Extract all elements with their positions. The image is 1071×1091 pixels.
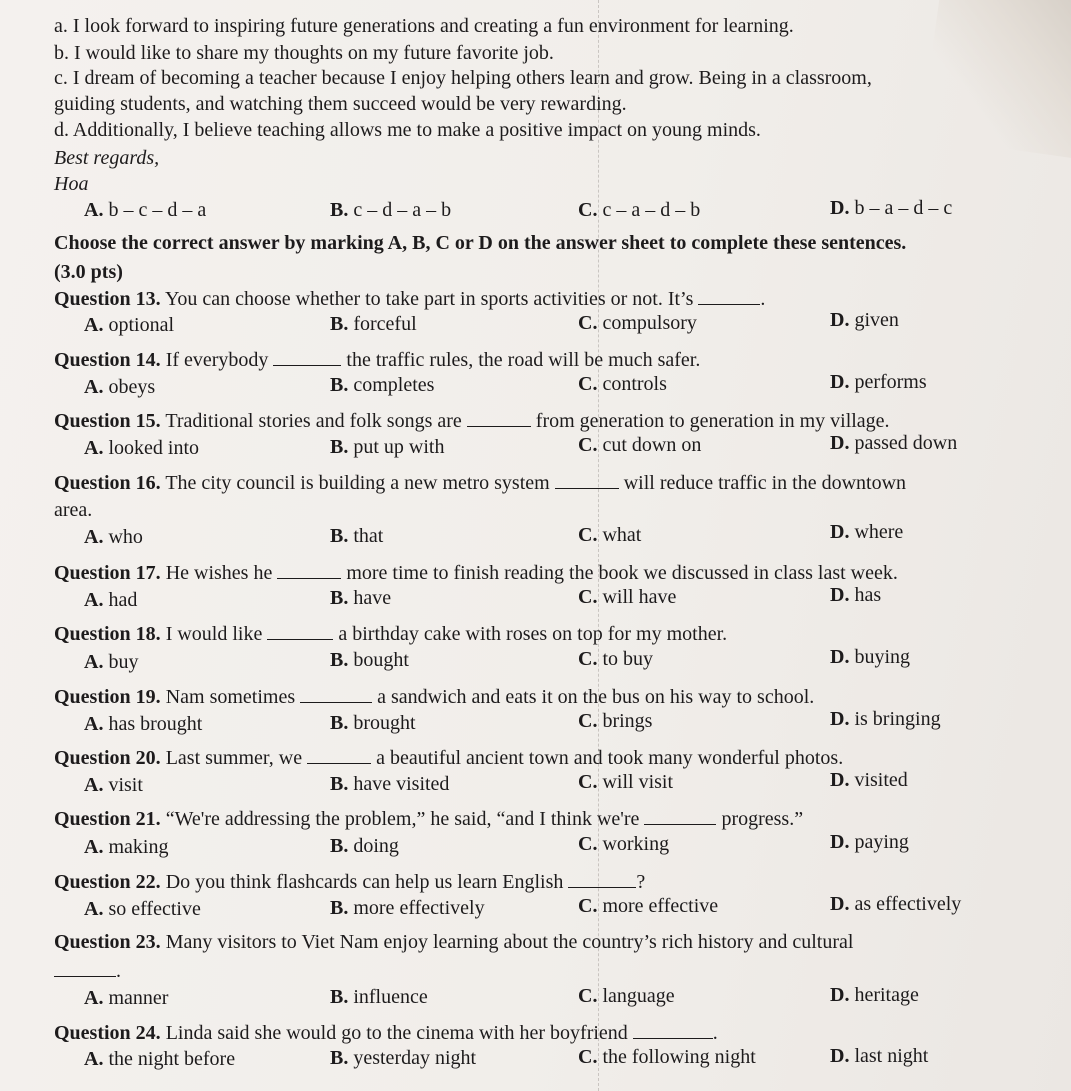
option-letter: B. — [330, 313, 349, 335]
q21-option-a[interactable] — [84, 835, 168, 859]
option-text: visited — [854, 769, 908, 791]
option-letter: C. — [578, 586, 598, 608]
option-text: language — [602, 985, 675, 1007]
q16-option-c[interactable] — [578, 523, 641, 547]
answer-blank[interactable] — [555, 470, 619, 489]
stem-before: “We're addressing the problem,” he said, “and I think we're — [165, 808, 640, 830]
answer-blank[interactable] — [307, 745, 371, 764]
answer-blank[interactable] — [273, 347, 341, 366]
option-letter: C. — [578, 833, 598, 855]
stem-before: Last summer, we — [165, 747, 303, 769]
option-text: c – a – d – b — [602, 199, 701, 221]
option-text: bought — [353, 649, 409, 671]
option-text: who — [108, 526, 143, 548]
question-number: Question 22. — [54, 871, 161, 893]
q21-option-b[interactable] — [330, 834, 399, 858]
answer-blank[interactable] — [467, 408, 531, 427]
option-letter: D. — [830, 984, 850, 1006]
option-text: have visited — [353, 773, 450, 795]
question-16-stem — [54, 470, 906, 495]
option-text: more effective — [602, 895, 719, 917]
option-text: that — [353, 525, 384, 547]
item-label: b. — [54, 42, 69, 64]
question-23-stem-cont — [54, 958, 121, 983]
stem-after: ? — [636, 871, 646, 893]
stem-before: Nam sometimes — [165, 686, 296, 708]
option-letter: C. — [578, 648, 598, 670]
answer-blank[interactable] — [568, 869, 636, 888]
q15-option-d[interactable] — [830, 431, 957, 455]
q24-option-b[interactable] — [330, 1046, 476, 1070]
answer-blank[interactable] — [267, 621, 333, 640]
item-text: I look forward to inspiring future generations and creating a fun environment for learning. — [72, 15, 794, 37]
option-letter: B. — [330, 897, 349, 919]
option-text: heritage — [854, 984, 919, 1006]
q20-option-c[interactable] — [578, 770, 673, 794]
q22-option-b[interactable] — [330, 896, 485, 920]
option-letter: A. — [84, 199, 104, 221]
signature-text: Hoa — [54, 173, 89, 195]
q21-option-c[interactable] — [578, 832, 669, 856]
stem-before: The city council is building a new metro system — [165, 472, 550, 494]
option-text: last night — [854, 1045, 929, 1067]
question-20-stem — [54, 745, 843, 770]
closing-text: Best regards, — [54, 147, 160, 169]
question-24-stem — [54, 1020, 718, 1045]
option-text: c – d – a – b — [353, 199, 452, 221]
option-letter: A. — [84, 589, 104, 611]
option-text: paying — [854, 831, 909, 853]
stem-after: a birthday cake with roses on top for my mother. — [338, 623, 728, 645]
option-letter: D. — [830, 769, 850, 791]
option-letter: D. — [830, 309, 850, 331]
instruction-heading: Choose the correct answer by marking A, B, C or D on the answer sheet to complete these sentences. — [54, 232, 907, 254]
instruction-points: (3.0 pts) — [54, 261, 123, 283]
option-letter: A. — [84, 526, 104, 548]
option-letter: A. — [84, 987, 104, 1009]
option-text: will have — [602, 586, 677, 608]
option-letter: C. — [578, 312, 598, 334]
option-text: to buy — [602, 648, 654, 670]
option-letter: B. — [330, 1047, 349, 1069]
q13-option-b[interactable] — [330, 312, 417, 336]
q14-option-c[interactable] — [578, 372, 667, 396]
option-text: performs — [854, 371, 927, 393]
answer-blank[interactable] — [300, 684, 372, 703]
option-letter: A. — [84, 437, 104, 459]
q24-option-c[interactable] — [578, 1045, 756, 1069]
option-text: passed down — [854, 432, 958, 454]
option-text: compulsory — [602, 312, 697, 334]
option-text: working — [602, 833, 670, 855]
option-letter: B. — [330, 199, 349, 221]
q23-option-b[interactable] — [330, 985, 428, 1009]
order-option-d[interactable] — [830, 196, 952, 220]
option-letter: C. — [578, 524, 598, 546]
order-option-b[interactable] — [330, 198, 451, 222]
option-text: so effective — [108, 898, 201, 920]
question-14-stem — [54, 347, 700, 372]
option-text: b – a – d – c — [854, 197, 953, 219]
q23-option-c[interactable] — [578, 984, 675, 1008]
question-17-stem — [54, 560, 898, 585]
option-text: obeys — [108, 376, 156, 398]
q21-option-d[interactable] — [830, 830, 909, 854]
option-letter: A. — [84, 651, 104, 673]
question-number: Question 14. — [54, 349, 161, 371]
order-option-a[interactable] — [84, 198, 206, 222]
option-letter: C. — [578, 199, 598, 221]
question-18-stem — [54, 621, 727, 646]
letter-item-c — [54, 66, 872, 90]
question-number: Question 13. — [54, 288, 161, 310]
option-letter: D. — [830, 831, 850, 853]
stem-before: Linda said she would go to the cinema with her boyfriend — [165, 1022, 628, 1044]
q17-option-a[interactable] — [84, 588, 137, 612]
option-letter: B. — [330, 986, 349, 1008]
stem-after: . — [712, 1022, 718, 1044]
question-number: Question 20. — [54, 747, 161, 769]
option-text: put up with — [353, 436, 445, 458]
option-letter: B. — [330, 835, 349, 857]
item-text: Additionally, I believe teaching allows me to make a positive impact on young minds. — [72, 119, 761, 141]
question-19-stem — [54, 684, 814, 709]
question-21-stem — [54, 806, 803, 831]
question-number: Question 15. — [54, 410, 161, 432]
option-text: looked into — [108, 437, 199, 459]
q20-option-d[interactable] — [830, 768, 908, 792]
option-letter: C. — [578, 895, 598, 917]
option-text: the night before — [108, 1048, 236, 1070]
option-text: as effectively — [854, 893, 962, 915]
q13-option-a[interactable] — [84, 313, 174, 337]
item-label: a. — [54, 15, 68, 37]
option-text: has brought — [108, 713, 203, 735]
question-number: Question 24. — [54, 1022, 161, 1044]
item-text: I dream of becoming a teacher because I enjoy helping others learn and grow. Being in a classroom, — [72, 67, 872, 89]
q19-option-c[interactable] — [578, 709, 652, 733]
option-text: completes — [353, 374, 435, 396]
stem-after: . — [116, 960, 121, 982]
option-letter: C. — [578, 434, 598, 456]
option-letter: A. — [84, 1048, 104, 1070]
q16-option-b[interactable] — [330, 524, 383, 548]
option-text: brings — [602, 710, 653, 732]
option-text: yesterday night — [353, 1047, 477, 1069]
option-letter: D. — [830, 521, 850, 543]
option-text: what — [602, 524, 642, 546]
q15-option-a[interactable] — [84, 436, 199, 460]
option-letter: B. — [330, 712, 349, 734]
option-letter: C. — [578, 1046, 598, 1068]
option-text: is bringing — [854, 708, 941, 730]
option-text: buy — [108, 651, 139, 673]
option-letter: C. — [578, 373, 598, 395]
option-text: more effectively — [353, 897, 485, 919]
question-15-stem — [54, 408, 890, 433]
option-letter: C. — [578, 771, 598, 793]
option-text: will visit — [602, 771, 674, 793]
q23-option-d[interactable] — [830, 983, 919, 1007]
q16-option-a[interactable] — [84, 525, 143, 549]
item-label: c. — [54, 67, 68, 89]
stem-after: from generation to generation in my village. — [535, 410, 890, 432]
q20-option-a[interactable] — [84, 773, 143, 797]
option-letter: B. — [330, 525, 349, 547]
letter-item-a — [54, 14, 794, 38]
stem-before: Many visitors to Viet Nam enjoy learning about the country’s rich history and cultural — [165, 931, 854, 953]
item-label: d. — [54, 119, 69, 141]
stem-after: more time to finish reading the book we discussed in class last week. — [346, 562, 898, 584]
stem-after: will reduce traffic in the downtown — [623, 472, 907, 494]
option-letter: B. — [330, 436, 349, 458]
q14-option-b[interactable] — [330, 373, 434, 397]
stem-before: Do you think flashcards can help us learn English — [165, 871, 564, 893]
stem-after: . — [760, 288, 766, 310]
answer-blank[interactable] — [698, 286, 760, 305]
option-text: b – c – d – a — [108, 199, 207, 221]
option-text: cut down on — [602, 434, 702, 456]
question-number: Question 19. — [54, 686, 161, 708]
question-13-stem — [54, 286, 765, 311]
option-letter: D. — [830, 584, 850, 606]
stem-before: You can choose whether to take part in sports activities or not. It’s — [164, 288, 694, 310]
option-text: the following night — [602, 1046, 756, 1068]
option-text: have — [353, 587, 392, 609]
q22-option-a[interactable] — [84, 897, 201, 921]
q19-option-b[interactable] — [330, 711, 416, 735]
option-text: has — [854, 584, 882, 606]
option-letter: D. — [830, 646, 850, 668]
option-text: optional — [108, 314, 174, 336]
stem-after: progress.” — [721, 808, 804, 830]
option-letter: A. — [84, 836, 104, 858]
q20-option-b[interactable] — [330, 772, 449, 796]
option-letter: B. — [330, 649, 349, 671]
order-option-c[interactable] — [578, 198, 700, 222]
option-letter: D. — [830, 1045, 850, 1067]
option-text: controls — [602, 373, 667, 395]
stem-before: He wishes he — [165, 562, 273, 584]
q19-option-d[interactable] — [830, 707, 941, 731]
question-22-stem — [54, 869, 645, 894]
question-number: Question 23. — [54, 931, 161, 953]
option-text: visit — [108, 774, 143, 796]
q19-option-a[interactable] — [84, 712, 202, 736]
q22-option-d[interactable] — [830, 892, 961, 916]
q18-option-a[interactable] — [84, 650, 138, 674]
option-letter: C. — [578, 985, 598, 1007]
answer-blank[interactable] — [633, 1020, 713, 1039]
option-letter: A. — [84, 774, 104, 796]
q18-option-b[interactable] — [330, 648, 409, 672]
stem-after: the traffic rules, the road will be much safer. — [346, 349, 701, 371]
q24-option-d[interactable] — [830, 1044, 928, 1068]
stem-after: a sandwich and eats it on the bus on his way to school. — [377, 686, 815, 708]
option-letter: D. — [830, 432, 850, 454]
answer-blank[interactable] — [644, 806, 716, 825]
question-number: Question 18. — [54, 623, 161, 645]
option-text: buying — [854, 646, 911, 668]
item-text: I would like to share my thoughts on my future favorite job. — [74, 42, 554, 64]
q15-option-c[interactable] — [578, 433, 701, 457]
option-text: manner — [108, 987, 169, 1009]
option-letter: D. — [830, 197, 850, 219]
question-number: Question 21. — [54, 808, 161, 830]
option-letter: B. — [330, 587, 349, 609]
question-number: Question 17. — [54, 562, 161, 584]
option-letter: D. — [830, 893, 850, 915]
q17-option-d[interactable] — [830, 583, 881, 607]
option-letter: C. — [578, 710, 598, 732]
option-text: making — [108, 836, 169, 858]
option-letter: A. — [84, 898, 104, 920]
q14-option-d[interactable] — [830, 370, 927, 394]
option-letter: B. — [330, 374, 349, 396]
option-text: brought — [353, 712, 416, 734]
q17-option-c[interactable] — [578, 585, 676, 609]
option-text: had — [108, 589, 138, 611]
option-text: doing — [353, 835, 399, 857]
stem-before: Traditional stories and folk songs are — [165, 410, 462, 432]
question-23-stem — [54, 930, 853, 954]
letter-item-d — [54, 118, 761, 142]
option-text: given — [854, 309, 899, 331]
option-letter: A. — [84, 314, 104, 336]
q18-option-d[interactable] — [830, 645, 910, 669]
item-text: guiding students, and watching them succeed would be very rewarding. — [54, 93, 627, 115]
option-text: influence — [353, 986, 428, 1008]
letter-item-c-cont — [54, 92, 627, 116]
q15-option-b[interactable] — [330, 435, 444, 459]
option-letter: B. — [330, 773, 349, 795]
option-text: where — [854, 521, 904, 543]
q16-option-d[interactable] — [830, 520, 903, 544]
q14-option-a[interactable] — [84, 375, 155, 399]
stem-before: I would like — [165, 623, 263, 645]
answer-blank[interactable] — [277, 560, 341, 579]
option-letter: A. — [84, 376, 104, 398]
option-text: forceful — [353, 313, 417, 335]
q18-option-c[interactable] — [578, 647, 653, 671]
q24-option-a[interactable] — [84, 1047, 235, 1071]
q22-option-c[interactable] — [578, 894, 718, 918]
question-number: Question 16. — [54, 472, 161, 494]
q23-option-a[interactable] — [84, 986, 168, 1010]
q13-option-c[interactable] — [578, 311, 697, 335]
option-letter: D. — [830, 708, 850, 730]
stem-before: If everybody — [165, 349, 269, 371]
q17-option-b[interactable] — [330, 586, 391, 610]
option-letter: A. — [84, 713, 104, 735]
option-letter: D. — [830, 371, 850, 393]
letter-item-b — [54, 41, 554, 65]
question-16-stem-cont: area. — [54, 499, 93, 521]
stem-after: a beautiful ancient town and took many wonderful photos. — [376, 747, 844, 769]
answer-blank[interactable] — [54, 958, 116, 977]
q13-option-d[interactable] — [830, 308, 899, 332]
